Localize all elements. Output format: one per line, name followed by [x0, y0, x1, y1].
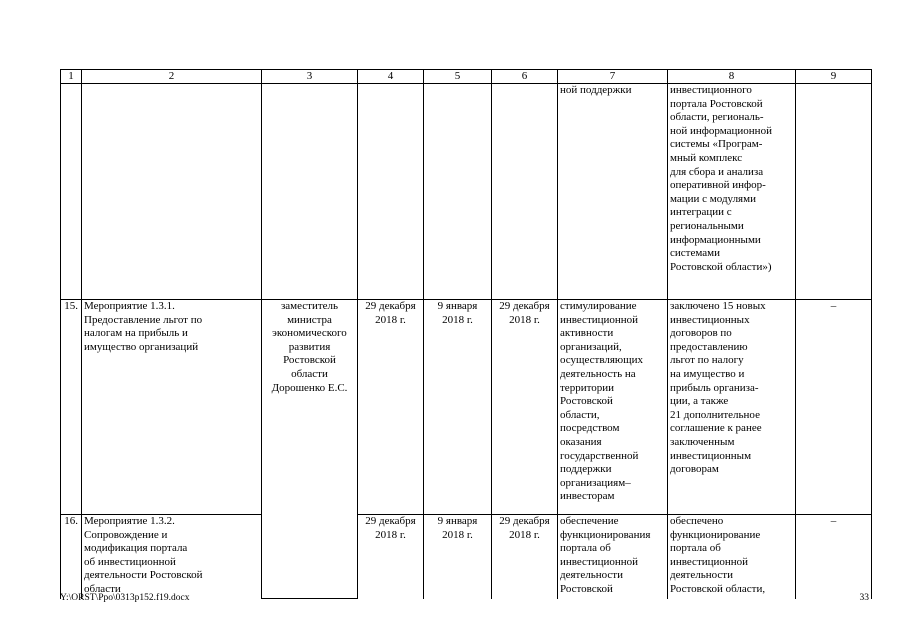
row-result: стимулирование инвестиционной активности организаций, осуществляющих деятельность на территории Ростовской области, посредством оказания государственной поддержки организациям– инвесторам — [558, 300, 668, 515]
name-cell — [82, 84, 262, 300]
footer-file-path: Y:\ORST\Ppo\0313p152.f19.docx — [60, 593, 190, 603]
header-cell: 6 — [492, 70, 558, 84]
footer-page-number: 33 — [859, 593, 869, 603]
row-end-date: 29 декабря 2018 г. — [492, 515, 558, 599]
row-number: 16. — [61, 515, 82, 599]
plan-date-cell — [358, 84, 424, 300]
achieved-cell: инвестиционного портала Ростовской области, региональ- ной информационной системы «Програм- мный комплекс для сбора и анализа оперативной инфор- мации с модулями интеграции с региональными информационными системами Ростовской области») — [668, 84, 796, 300]
row-note: – — [796, 515, 872, 599]
row-achieved: заключено 15 новых инвестиционных договоров по предоставлению льгот по налогу на имущество и прибыль организа- ции, а также 21 дополнительное соглашение к ранее заключенным инвестиционным договорам — [668, 300, 796, 515]
number-cell — [61, 84, 82, 300]
header-cell: 3 — [262, 70, 358, 84]
row-note: – — [796, 300, 872, 515]
start-date-cell — [424, 84, 492, 300]
row-name: Мероприятие 1.3.1. Предоставление льгот по налогам на прибыль и имущество организаций — [82, 300, 262, 515]
header-cell: 1 — [61, 70, 82, 84]
table-row-continued — [61, 84, 872, 300]
table-row — [61, 515, 872, 599]
row-name: Мероприятие 1.3.2. Сопровождение и модификация портала об инвестиционной деятельности Ростовской области — [82, 515, 262, 599]
document-table — [60, 69, 872, 599]
row-plan-date: 29 декабря 2018 г. — [358, 300, 424, 515]
row-achieved: обеспечено функционирование портала об инвестиционной деятельности Ростовской области, — [668, 515, 796, 599]
header-cell: 9 — [796, 70, 872, 84]
header-cell: 7 — [558, 70, 668, 84]
header-cell: 2 — [82, 70, 262, 84]
row-end-date: 29 декабря 2018 г. — [492, 300, 558, 515]
result-cell: ной поддержки — [558, 84, 668, 300]
note-cell — [796, 84, 872, 300]
row-responsible: заместитель министра экономического развития Ростовской области Дорошенко Е.С. — [262, 300, 358, 599]
header-cell: 5 — [424, 70, 492, 84]
row-plan-date: 29 декабря 2018 г. — [358, 515, 424, 599]
header-cell: 8 — [668, 70, 796, 84]
row-start-date: 9 января 2018 г. — [424, 300, 492, 515]
table-row — [61, 300, 872, 515]
row-start-date: 9 января 2018 г. — [424, 515, 492, 599]
row-number: 15. — [61, 300, 82, 515]
end-date-cell — [492, 84, 558, 300]
responsible-cell — [262, 84, 358, 300]
header-cell: 4 — [358, 70, 424, 84]
row-result: обеспечение функционирования портала об инвестиционной деятельности Ростовской — [558, 515, 668, 599]
table-header-row — [61, 70, 872, 84]
